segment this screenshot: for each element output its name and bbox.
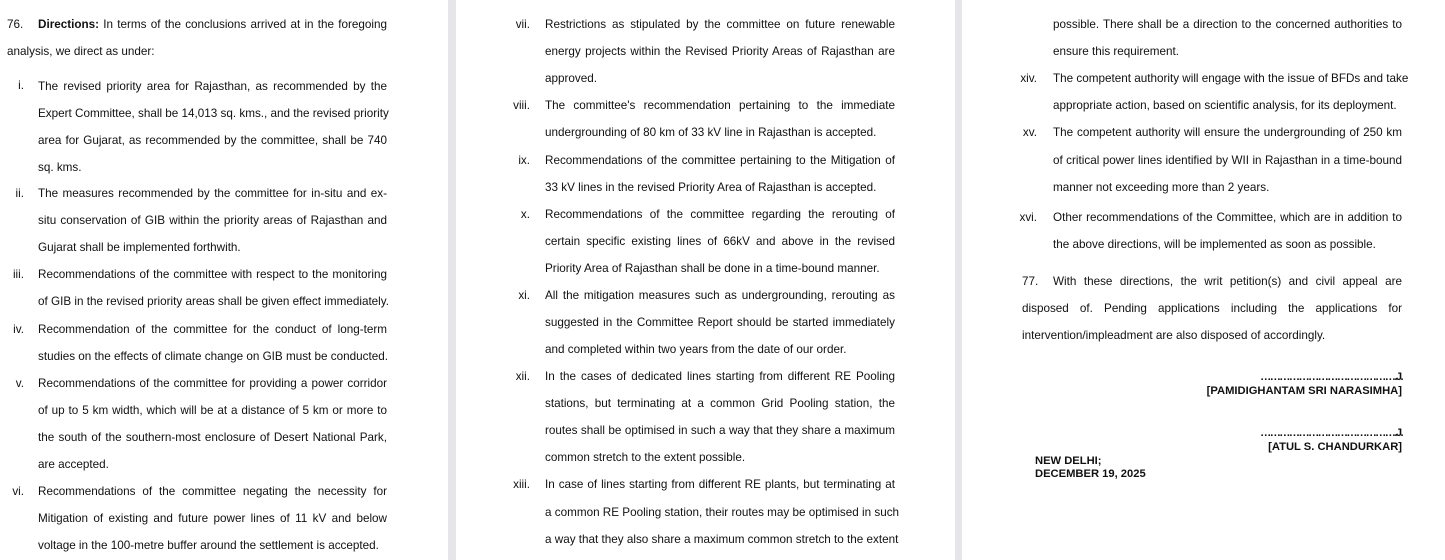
- item-label: i.: [18, 79, 24, 92]
- judge-name: [PAMIDIGHANTAM SRI NARASIMHA]: [1206, 385, 1402, 397]
- item-line: Recommendations of the committee negating the necessity for: [38, 485, 387, 498]
- item-line: area for Gujarat, as recommended by the committee, shall be 740: [38, 134, 387, 147]
- signature-line: …………………………………….J.: [1260, 371, 1402, 383]
- item-line: approved.: [545, 72, 597, 85]
- item-line: Priority Area of Rajasthan shall be done in a time-bound manner.: [545, 262, 880, 275]
- item-line: manner not exceeding more than 2 years.: [1053, 181, 1270, 194]
- item-line: of up to 5 km width, which will be at a distance of 5 km or more to: [38, 404, 387, 417]
- paragraph-77-line: disposed of. Pending applications including the applications for: [1022, 302, 1402, 315]
- item-label: xiii.: [513, 478, 530, 491]
- item-line: The measures recommended by the committee for in-situ and ex-: [38, 187, 387, 200]
- item-line: 33 kV lines in the revised Priority Area of Rajasthan is accepted.: [545, 181, 877, 194]
- item-label: xii.: [515, 370, 530, 383]
- item-line: Recommendations of the committee pertaining to the Mitigation of: [545, 154, 895, 167]
- paragraph-number: 76.: [7, 18, 24, 31]
- paragraph-heading: Directions:: [38, 18, 100, 31]
- item-line: In case of lines starting from different RE plants, but terminating at: [545, 478, 895, 491]
- paragraph-76-line: analysis, we direct as under:: [7, 45, 155, 58]
- item-line: a way that they also share a maximum common stretch to the extent: [545, 533, 899, 546]
- item-line: undergrounding of 80 km of 33 kV line in Rajasthan is accepted.: [545, 126, 877, 139]
- paragraph-76-line: [38, 18, 387, 32]
- item-line: and completed within two years from the date of our order.: [545, 343, 847, 356]
- item-line: suggested in the Committee Report should be started immediately: [545, 316, 895, 329]
- item-line: The competent authority will ensure the undergrounding of 250 km: [1053, 126, 1402, 139]
- item-label: xi.: [518, 289, 530, 302]
- item-line: Gujarat shall be implemented forthwith.: [38, 241, 241, 254]
- item-line: a common RE Pooling station, their routes may be optimised in such: [545, 506, 900, 519]
- item-line: The revised priority area for Rajasthan, as recommended by the: [38, 80, 387, 93]
- item-line: appropriate action, based on scientific analysis, for its deployment.: [1053, 99, 1397, 112]
- item-line: Recommendations of the committee for providing a power corridor: [38, 377, 387, 390]
- paragraph-number: 77.: [1022, 275, 1039, 288]
- document-page-3: [962, 0, 1445, 560]
- item-line: the south of the southern-most enclosure of Desert National Park,: [38, 431, 387, 444]
- item-line: The committee's recommendation pertaining to the immediate: [545, 99, 895, 112]
- paragraph-77-line: intervention/impleadment are also disposed of accordingly.: [1022, 329, 1326, 342]
- document-page-1: [0, 0, 448, 560]
- place: NEW DELHI;: [1035, 455, 1102, 467]
- item-line: Recommendation of the committee for the conduct of long-term: [38, 323, 387, 336]
- item-label: viii.: [513, 99, 530, 112]
- judge-name: [ATUL S. CHANDURKAR]: [1268, 441, 1402, 453]
- item-line: Recommendations of the committee with respect to the monitoring: [38, 268, 387, 281]
- item-label: vii.: [515, 18, 530, 31]
- item-label: ix.: [518, 154, 530, 167]
- item-label: xiv.: [1020, 72, 1037, 85]
- item-line: are accepted.: [38, 458, 109, 471]
- item-line: studies on the effects of climate change on GIB must be conducted.: [38, 350, 388, 363]
- text-span: In terms of the conclusions arrived at in the foregoing: [103, 18, 388, 31]
- item-line: energy projects within the Revised Priority Areas of Rajasthan are: [545, 45, 895, 58]
- paragraph-77-line: With these directions, the writ petition(s) and civil appeal are: [1053, 275, 1402, 288]
- item-line: stations, but terminating at a common Grid Pooling station, the: [545, 397, 895, 410]
- item-line: of critical power lines identified by WII in Rajasthan in a time-bound: [1053, 154, 1402, 167]
- item-line: routes shall be optimised in such a way that they share a maximum: [545, 424, 895, 437]
- item-line: voltage in the 100-metre buffer around the settlement is accepted.: [38, 539, 379, 552]
- item-label: x.: [520, 208, 530, 221]
- continuation-line: possible. There shall be a direction to the concerned authorities to: [1053, 18, 1402, 31]
- item-line: Recommendations of the committee regarding the rerouting of: [545, 208, 895, 221]
- item-line: All the mitigation measures such as undergrounding, rerouting as: [545, 289, 895, 302]
- item-line: In the cases of dedicated lines starting from different RE Pooling: [545, 370, 895, 383]
- item-label: iv.: [13, 323, 24, 336]
- document-page-2: [456, 0, 955, 560]
- signature-line: …………………………………….J.: [1260, 427, 1402, 439]
- item-line: Restrictions as stipulated by the committee on future renewable: [545, 18, 895, 31]
- item-line: Mitigation of existing and future power lines of 11 kV and below: [38, 512, 387, 525]
- item-label: vi.: [12, 485, 24, 498]
- item-label: xvi.: [1019, 211, 1037, 224]
- item-line: sq. kms.: [38, 161, 82, 174]
- item-line: situ conservation of GIB within the priority areas of Rajasthan and: [38, 214, 387, 227]
- item-line: Other recommendations of the Committee, which are in addition to: [1053, 211, 1402, 224]
- item-line: Expert Committee, shall be 14,013 sq. kms., and the revised priority: [38, 107, 389, 120]
- item-label: xv.: [1022, 126, 1037, 139]
- item-line: common stretch to the extent possible.: [545, 451, 746, 464]
- item-label: ii.: [15, 187, 24, 200]
- item-label: v.: [15, 377, 24, 390]
- item-line: the above directions, will be implemented as soon as possible.: [1053, 238, 1376, 251]
- continuation-line: ensure this requirement.: [1053, 45, 1180, 58]
- item-line: of GIB in the revised priority areas shall be given effect immediately.: [38, 295, 390, 308]
- item-line: certain specific existing lines of 66kV and above in the revised: [545, 235, 895, 248]
- item-label: iii.: [12, 268, 24, 281]
- date: DECEMBER 19, 2025: [1035, 468, 1146, 480]
- item-line: The competent authority will engage with the issue of BFDs and take: [1053, 72, 1409, 85]
